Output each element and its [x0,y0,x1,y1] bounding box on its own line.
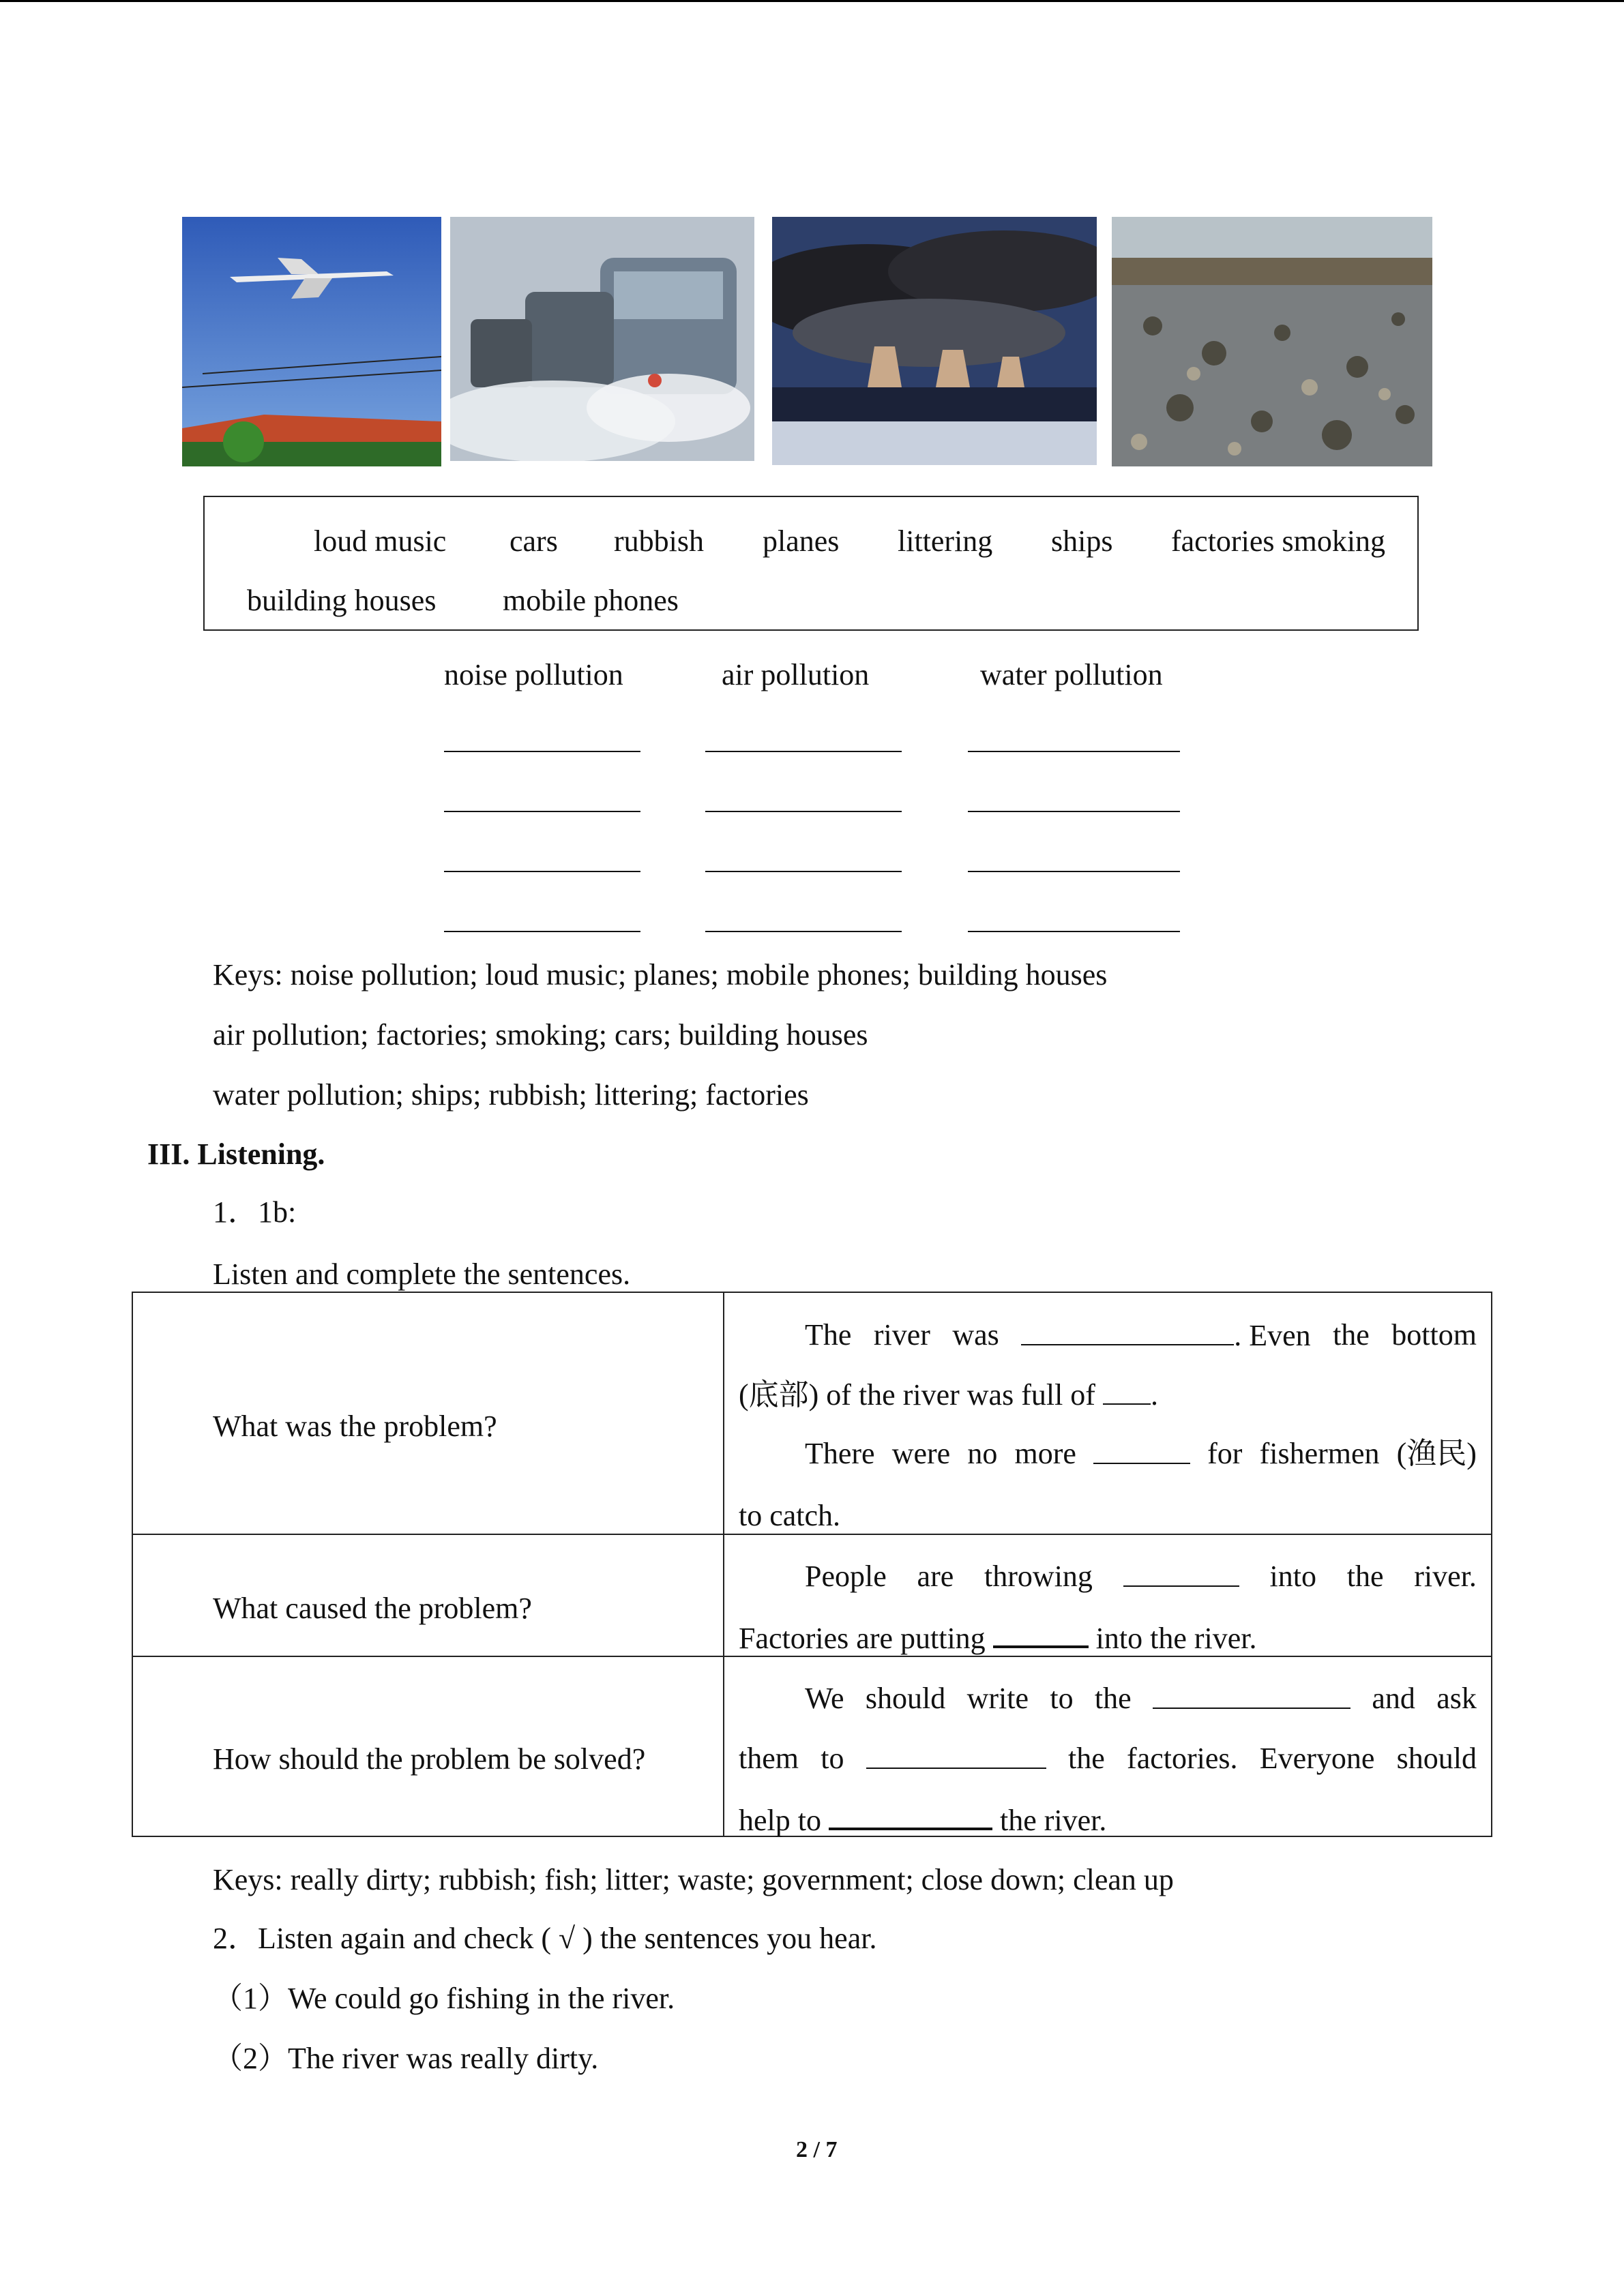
answer-line [705,931,902,932]
keys-water: water pollution; ships; rubbish; littering; factories [213,1078,809,1112]
word: more [1014,1437,1076,1470]
word: should [865,1682,946,1715]
answer-line [444,931,640,932]
airplane-photo [182,217,441,466]
answer-row3-line2 [739,1740,1477,1778]
fill-blank[interactable] [1153,1680,1350,1709]
word: Everyone [1259,1742,1375,1775]
item-2-instruction: 2．Listen again and check ( √ ) the sentences you hear. [213,1922,877,1955]
word-building-houses: building houses [247,584,437,617]
keys-noise: Keys: noise pollution; loud music; planes; mobile phones; building houses [213,958,1108,992]
word-cars: cars [510,524,558,558]
word: the [1333,1318,1370,1352]
category-noise-pollution: noise pollution [444,658,623,691]
word-mobile-phones: mobile phones [503,584,679,617]
answer-line [968,871,1180,872]
word: was [952,1318,999,1352]
word: are [917,1560,954,1593]
text: the river. [992,1804,1107,1837]
answer-line [705,871,902,872]
word: fishermen [1259,1437,1380,1470]
word: were [891,1437,951,1470]
factory-smoke-photo [772,217,1097,465]
word: There [805,1437,875,1470]
item-1b: 1．1b: [213,1195,297,1229]
word-littering: littering [898,524,993,558]
answer-row2-line2 [739,1618,1257,1657]
text: into the river. [1088,1622,1257,1655]
answer-row1-line3 [805,1435,1477,1473]
answer-line [705,811,902,812]
answer-row2-line1 [805,1558,1477,1596]
answer-row3-line1 [805,1680,1477,1718]
keys-listening: Keys: really dirty; rubbish; fish; litter; waste; government; close down; clean up [213,1863,1174,1896]
word: the [1068,1742,1105,1775]
question-how-solved: How should the problem be solved? [213,1742,646,1776]
table-column-divider [723,1292,724,1837]
word: the [1346,1560,1384,1593]
word: The [805,1318,852,1352]
answer-line [705,751,902,752]
word: no [967,1437,998,1470]
answer-line [444,871,640,872]
answer-row1-line1 [805,1317,1477,1354]
answer-line [968,811,1180,812]
sentence-2: （2）The river was really dirty. [213,2042,599,2075]
sentence-1: （1）We could go fishing in the river. [213,1982,675,2015]
category-air-pollution: air pollution [722,658,870,691]
word: People [805,1560,887,1593]
word: ask [1436,1682,1477,1715]
keys-air: air pollution; factories; smoking; cars; building houses [213,1018,868,1052]
fill-blank[interactable] [1021,1317,1234,1345]
page-number: 2 / 7 [796,2137,838,2162]
word: . Even [1234,1319,1311,1352]
word: river [873,1318,930,1352]
word: the [1094,1682,1132,1715]
word: throwing [984,1560,1093,1593]
text: help to [739,1804,829,1837]
word-ships: ships [1051,524,1113,558]
word: them [739,1742,799,1775]
question-what-problem: What was the problem? [213,1410,497,1443]
text: Factories are putting [739,1622,993,1655]
fill-blank[interactable] [1123,1558,1239,1587]
word: bottom [1391,1318,1477,1352]
answer-line [444,811,640,812]
word: (渔民) [1396,1437,1477,1470]
word: for [1207,1437,1243,1470]
fill-blank[interactable] [993,1618,1089,1648]
section-heading-listening: III. Listening. [147,1137,325,1171]
polluted-river-photo [1112,217,1432,466]
answer-line [444,751,640,752]
fill-blank[interactable] [866,1740,1046,1769]
word: should [1396,1742,1477,1775]
word: and [1372,1682,1415,1715]
question-what-caused: What caused the problem? [213,1592,532,1625]
answer-line [968,931,1180,932]
text: . [1150,1378,1158,1412]
word-loud-music: loud music [314,524,447,558]
fill-blank[interactable] [1103,1376,1151,1405]
answer-row1-line2 [739,1376,1158,1414]
word-factories-smoking: factories smoking [1171,524,1386,558]
answer-line [968,751,1180,752]
word: write [966,1682,1029,1715]
fill-blank[interactable] [829,1800,992,1830]
word: factories. [1127,1742,1238,1775]
word: We [805,1682,844,1715]
traffic-photo [450,217,754,461]
listening-instruction: Listen and complete the sentences. [213,1257,631,1291]
word: into [1269,1560,1316,1593]
answer-row1-line4: to catch. [739,1499,841,1532]
word: to [821,1742,844,1775]
word-rubbish: rubbish [614,524,704,558]
word-planes: planes [763,524,840,558]
page-top-border [0,0,1624,2]
category-water-pollution: water pollution [980,658,1163,691]
answer-row3-line3 [739,1800,1106,1839]
word: to [1050,1682,1074,1715]
word: river. [1414,1560,1477,1593]
text: (底部) of the river was full of [739,1378,1103,1412]
fill-blank[interactable] [1093,1435,1190,1464]
